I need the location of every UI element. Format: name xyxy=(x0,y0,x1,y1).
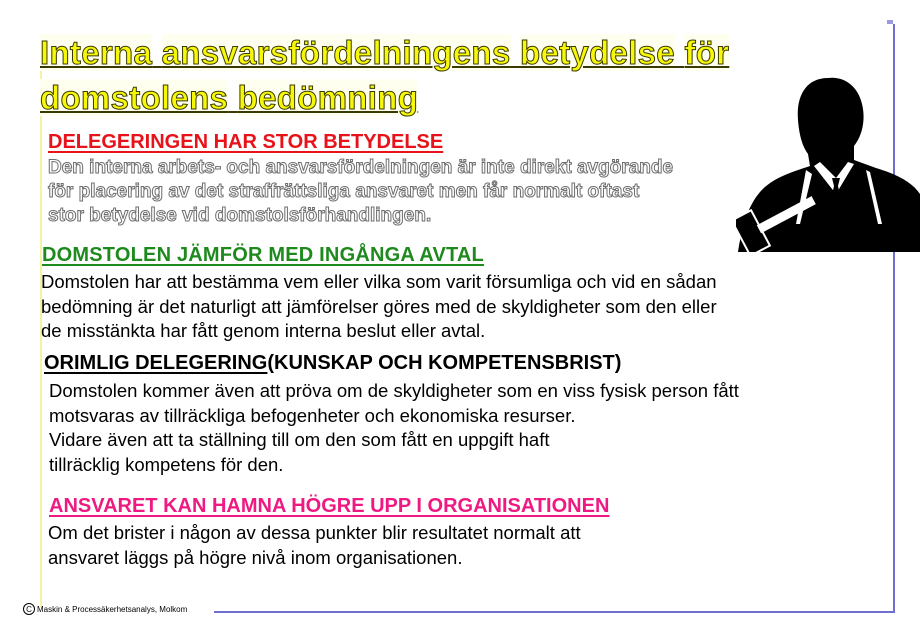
judge-silhouette-with-gavel-icon xyxy=(736,74,920,252)
title-word: domstolens xyxy=(40,79,229,116)
title-word: betydelse xyxy=(520,34,675,71)
footer xyxy=(23,603,187,615)
title-word: för xyxy=(684,34,730,71)
slide-frame-bottom xyxy=(214,611,895,613)
copyright-icon: C xyxy=(23,603,35,615)
section-text-delegation: Den interna arbets- och ansvarsfördelningen är inte direkt avgörande för placering av det straffrättsliga ansvaret men får normalt oftast stor betydelse vid domstolsförhandlingen. xyxy=(48,157,674,226)
section-heading-court-compares: DOMSTOLEN JÄMFÖR MED INGÅNGA AVTAL xyxy=(42,244,484,266)
section-text-unreasonable-delegation: Domstolen kommer även att pröva om de skyldigheter som en viss fysisk person fått motsvaras av tillräckliga befogenheter och ekonomiska resurser. Vidare även att ta ställning till om den som fått en uppgift haft tillräcklig kompetens för den. xyxy=(49,380,739,475)
section-heading-delegation: DELEGERINGEN HAR STOR BETYDELSE xyxy=(48,131,444,153)
title-word: bedömning xyxy=(237,79,419,116)
slide-frame-corner xyxy=(887,20,893,24)
section-heading-unreasonable-delegation: ORIMLIG DELEGERING(KUNSKAP OCH KOMPETENSBRIST) xyxy=(44,352,622,374)
section-heading-responsibility-higher-up: ANSVARET KAN HAMNA HÖGRE UPP I ORGANISATIONEN xyxy=(49,495,610,517)
title-word: ansvarsfördelningens xyxy=(161,34,511,71)
title-word: Interna xyxy=(40,34,153,71)
footer-text: Maskin & Processäkerhetsanalys, Molkom xyxy=(37,604,188,614)
section-text-court-compares: Domstolen har att bestämma vem eller vilka som varit försumliga och vid en sådan bedömning är det naturligt att jämförelser göres med de skyldigheter som den eller de misstänkta har fått genom interna beslut eller avtal. xyxy=(41,271,717,341)
section-text-responsibility-higher-up: Om det brister i någon av dessa punkter blir resultatet normalt att ansvaret läggs på högre nivå inom organisationen. xyxy=(48,522,581,568)
